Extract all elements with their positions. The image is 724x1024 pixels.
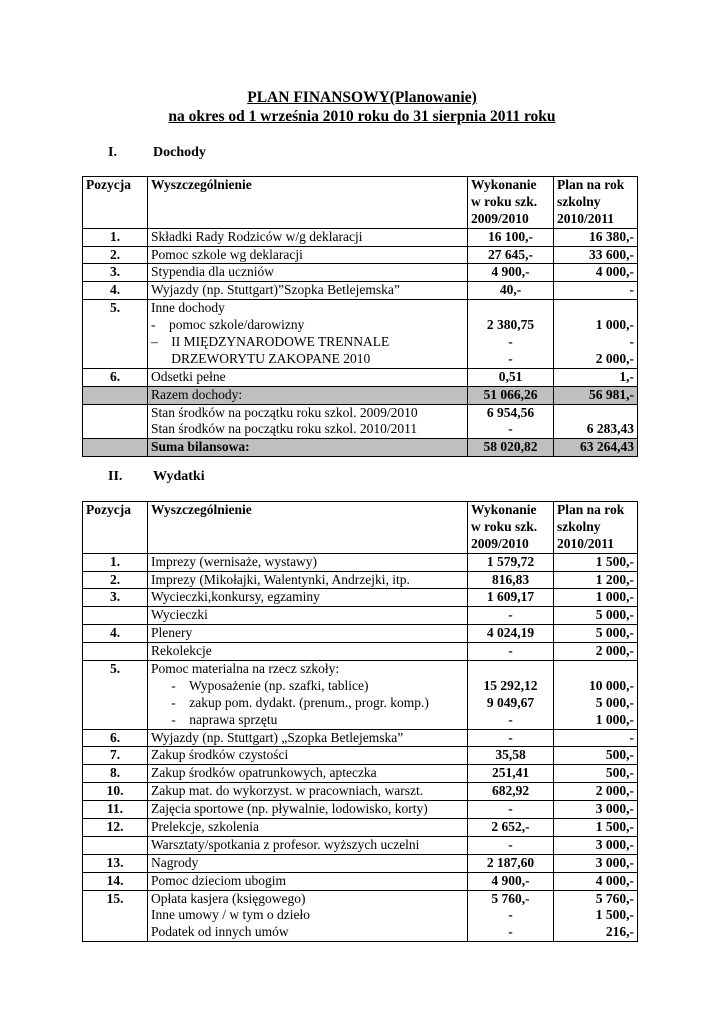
header-plan-line: 2010/2011 [557, 535, 615, 551]
row-wykonanie-line: 1 609,17 [486, 589, 535, 605]
row-description-line: Plenery [151, 625, 193, 641]
row-description-line: Pomoc szkole wg deklaracji [151, 246, 303, 262]
row-position-line: 1. [109, 228, 121, 244]
section-label: Dochody [153, 145, 206, 160]
table-row [83, 729, 638, 747]
row-description-line: Stypendia dla uczniów [151, 264, 274, 280]
row-plan-line: 1,- [619, 368, 634, 384]
row-description [148, 747, 468, 765]
header-plan-line: szkolny [557, 518, 601, 534]
row-description [148, 607, 468, 625]
row-position-line [86, 837, 144, 854]
opening-balance-plan-line: 6 283,43 [586, 421, 634, 437]
row-plan [554, 890, 638, 942]
header-wykonanie-line: 2009/2010 [471, 210, 529, 226]
row-description [148, 854, 468, 872]
row-position-line: 5. [109, 661, 121, 677]
row-wykonanie-line: - [508, 334, 513, 350]
row-wykonanie [468, 747, 554, 765]
header-wyszczegolnienie-line: Wyszczególnienie [151, 502, 252, 517]
row-position-line: 13. [106, 854, 124, 870]
row-plan [554, 836, 638, 854]
row-plan-line: 1 500,- [595, 819, 634, 835]
row-plan-line: 2 000,- [595, 350, 634, 366]
row-wykonanie [468, 783, 554, 801]
row-plan-line: 2 000,- [595, 783, 634, 799]
header-wyszczegolnienie [148, 502, 468, 554]
row-wykonanie [468, 589, 554, 607]
opening-balance-plan-line [557, 405, 634, 422]
header-pozycja [83, 502, 148, 554]
row-wykonanie [468, 228, 554, 246]
table-row [83, 819, 638, 837]
table-row [83, 661, 638, 730]
row-description [148, 890, 468, 942]
income-total-row [83, 386, 638, 404]
row-position-line: 3. [109, 264, 121, 280]
section-income-heading [108, 144, 206, 161]
header-wykonanie-line: w roku szk. [471, 193, 538, 209]
row-position-line: 4. [109, 625, 121, 641]
row-description-line: Odsetki pełne [151, 368, 226, 384]
row-wykonanie-line: - [508, 729, 513, 745]
row-wykonanie-line: 4 900,- [491, 872, 530, 888]
opening-balance-description [148, 404, 468, 439]
row-position [83, 819, 148, 837]
opening-balance-plan [554, 404, 638, 439]
row-description-line: DRZEWORYTU ZAKOPANE 2010 [151, 350, 371, 366]
row-wykonanie [468, 801, 554, 819]
table-row [83, 589, 638, 607]
row-wykonanie-line: 4 024,19 [486, 625, 535, 641]
row-plan [554, 607, 638, 625]
row-wykonanie [468, 368, 554, 386]
row-plan-line: 500,- [605, 765, 634, 781]
table-row [83, 872, 638, 890]
row-plan [554, 765, 638, 783]
row-description [148, 872, 468, 890]
opening-balance-description-line: Stan środków na początku roku szkol. 2009/2010 [151, 404, 418, 420]
row-wykonanie-line: 40,- [499, 282, 522, 298]
row-wykonanie-line: 2 187,60 [486, 854, 535, 870]
table-row [83, 836, 638, 854]
table-row [83, 571, 638, 589]
row-plan-line: - [629, 729, 634, 745]
table-row [83, 801, 638, 819]
income-total-row-label [148, 386, 468, 404]
table-row [83, 643, 638, 661]
row-position-line: 11. [106, 801, 124, 817]
row-plan-line: 2 000,- [595, 643, 634, 659]
table-row [83, 553, 638, 571]
opening-balance-description-line: Stan środków na początku roku szkol. 2010/2011 [151, 421, 418, 437]
row-plan-line: 500,- [605, 747, 634, 763]
header-wykonanie [468, 502, 554, 554]
row-position-line: 8. [109, 765, 121, 781]
row-plan-line: 5 760,- [595, 890, 634, 906]
row-description-line: Wycieczki,konkursy, egzaminy [151, 589, 320, 605]
row-position-line: 2. [109, 571, 121, 587]
opening-balance-row [83, 404, 638, 439]
row-wykonanie [468, 819, 554, 837]
row-description [148, 571, 468, 589]
row-wykonanie-line: 9 049,67 [486, 694, 535, 710]
row-plan [554, 819, 638, 837]
row-plan [554, 729, 638, 747]
header-plan [554, 502, 638, 554]
row-wykonanie-line: 15 292,12 [483, 677, 538, 693]
row-wykonanie [468, 282, 554, 300]
header-plan [554, 177, 638, 229]
row-description-line: Zakup mat. do wykorzyst. w pracowniach, warszt. [151, 783, 424, 799]
row-plan [554, 747, 638, 765]
row-plan-line: 4 000,- [595, 872, 634, 888]
row-position [83, 643, 148, 661]
header-pozycja [83, 177, 148, 229]
table-header-row [83, 177, 638, 229]
row-position-line [86, 643, 144, 660]
row-position [83, 368, 148, 386]
header-wykonanie-line: 2009/2010 [471, 535, 529, 551]
income-total-row-label-line: Razem dochody: [151, 386, 243, 402]
row-wykonanie-line: 1 579,72 [486, 553, 535, 569]
row-description [148, 836, 468, 854]
row-wykonanie-line: 5 760,- [491, 890, 530, 906]
row-description-line: Zajęcia sportowe (np. pływalnie, lodowisko, korty) [151, 801, 428, 817]
row-plan-line: 1 500,- [595, 553, 634, 569]
row-wykonanie-line: - [508, 907, 513, 923]
opening-balance-empty-cell [83, 404, 148, 439]
header-plan-line: Plan na rok [557, 502, 625, 517]
row-position [83, 625, 148, 643]
row-wykonanie-line: - [508, 924, 513, 940]
row-description-line: Składki Rady Rodziców w/g deklaracji [151, 228, 363, 244]
row-wykonanie-line: 2 380,75 [486, 317, 535, 333]
header-pozycja-line: Pozycja [86, 177, 131, 192]
row-wykonanie [468, 854, 554, 872]
row-position [83, 264, 148, 282]
table-row [83, 747, 638, 765]
row-position [83, 246, 148, 264]
table-row [83, 246, 638, 264]
row-position-line: 6. [109, 729, 121, 745]
row-plan [554, 368, 638, 386]
row-plan [554, 571, 638, 589]
row-description-line: Wyjazdy (np. Stuttgart)”Szopka Betlejemska” [151, 282, 400, 298]
table-row [83, 890, 638, 942]
row-description-line: Opłata kasjera (księgowego) [151, 890, 306, 906]
balance-sum-row-plan-line: 63 264,43 [580, 439, 634, 455]
row-wykonanie [468, 571, 554, 589]
row-position-line: 4. [109, 282, 121, 298]
row-wykonanie-line [471, 300, 550, 317]
balance-sum-row-wykonanie-line: 58 020,82 [483, 439, 538, 455]
row-plan [554, 661, 638, 730]
row-description-line: Pomoc dzieciom ubogim [151, 872, 286, 888]
row-description [148, 625, 468, 643]
balance-sum-row-label [148, 439, 468, 457]
table-row [83, 625, 638, 643]
row-position [83, 661, 148, 730]
row-wykonanie-line: 2 652,- [491, 819, 530, 835]
row-plan-line [557, 661, 634, 678]
row-description [148, 246, 468, 264]
row-description-line: Wycieczki [151, 607, 208, 623]
row-plan-line: 3 000,- [595, 836, 634, 852]
row-description-line: Pomoc materialna na rzecz szkoły: [151, 661, 340, 677]
section-number: I. [108, 145, 117, 160]
row-plan-line: 16 380,- [589, 228, 634, 244]
table-row [83, 368, 638, 386]
row-plan [554, 264, 638, 282]
row-position-line: 7. [109, 747, 121, 763]
row-plan-line: 1 500,- [595, 907, 634, 923]
income-total-row-plan-line: 56 981,- [589, 386, 634, 402]
row-wykonanie-line: - [508, 643, 513, 659]
row-position-line: 1. [109, 553, 121, 569]
row-description-line: Imprezy (Mikołajki, Walentynki, Andrzejki, itp. [151, 571, 410, 587]
row-description-line: - pomoc szkole/darowizny [151, 317, 305, 333]
header-plan-line: Plan na rok [557, 177, 625, 192]
row-wykonanie [468, 264, 554, 282]
row-wykonanie-line: 816,83 [491, 571, 530, 587]
row-description [148, 589, 468, 607]
row-wykonanie [468, 765, 554, 783]
row-description-line: Podatek od innych umów [151, 924, 289, 940]
row-wykonanie [468, 890, 554, 942]
row-wykonanie-line: - [508, 801, 513, 817]
row-description-line: Inne dochody [151, 300, 225, 316]
row-wykonanie-line [471, 661, 550, 678]
row-wykonanie-line: 16 100,- [488, 228, 533, 244]
row-plan-line: 5 000,- [595, 694, 634, 710]
row-description [148, 661, 468, 730]
row-description [148, 783, 468, 801]
section-expenses-heading [108, 468, 205, 485]
balance-sum-row-plan [554, 439, 638, 457]
row-wykonanie-line: 251,41 [491, 765, 530, 781]
row-plan [554, 643, 638, 661]
row-wykonanie [468, 661, 554, 730]
income-total-row-empty-cell [83, 386, 148, 404]
row-position [83, 747, 148, 765]
header-plan-line: szkolny [557, 193, 601, 209]
row-description [148, 228, 468, 246]
row-plan [554, 854, 638, 872]
row-position [83, 553, 148, 571]
row-wykonanie [468, 246, 554, 264]
row-position [83, 890, 148, 942]
row-description-line: Nagrody [151, 854, 199, 870]
row-description-line: - zakup pom. dydakt. (prenum., progr. komp.) [151, 694, 429, 710]
row-position-line: 3. [109, 589, 121, 605]
header-wykonanie [468, 177, 554, 229]
section-label: Wydatki [153, 469, 205, 484]
row-wykonanie [468, 553, 554, 571]
document-subtitle: na okres od 1 września 2010 roku do 31 sierpnia 2011 roku [168, 108, 556, 125]
header-wykonanie-line: w roku szk. [471, 518, 538, 534]
row-description [148, 368, 468, 386]
header-wykonanie-line: Wykonanie [471, 502, 537, 517]
row-wykonanie [468, 625, 554, 643]
row-description [148, 300, 468, 369]
table-row [83, 607, 638, 625]
row-position [83, 282, 148, 300]
row-position [83, 836, 148, 854]
header-plan-line: 2010/2011 [557, 210, 615, 226]
row-plan [554, 282, 638, 300]
table-row [83, 854, 638, 872]
table-header-row [83, 502, 638, 554]
row-plan [554, 553, 638, 571]
row-plan-line: 5 000,- [595, 625, 634, 641]
row-description-line: Warsztaty/spotkania z profesor. wyższych uczelni [151, 836, 420, 852]
table-row [83, 765, 638, 783]
income-table [82, 176, 638, 457]
row-position-line: 6. [109, 368, 121, 384]
section-number: II. [108, 469, 123, 484]
row-position-line: 10. [106, 783, 124, 799]
row-description-line: - Wyposażenie (np. szafki, tablice) [151, 677, 369, 693]
header-pozycja-line: Pozycja [86, 502, 131, 517]
row-plan [554, 783, 638, 801]
row-position [83, 300, 148, 369]
row-plan-line: 33 600,- [589, 246, 634, 262]
row-position [83, 854, 148, 872]
row-position [83, 729, 148, 747]
row-plan-line: - [629, 334, 634, 350]
row-wykonanie-line: 4 900,- [491, 264, 530, 280]
row-wykonanie [468, 643, 554, 661]
row-description-line: - naprawa sprzętu [151, 711, 278, 727]
header-wyszczegolnienie-line: Wyszczególnienie [151, 177, 252, 192]
row-description [148, 264, 468, 282]
row-plan-line: 1 000,- [595, 711, 634, 727]
row-plan-line: 5 000,- [595, 607, 634, 623]
row-plan [554, 872, 638, 890]
row-plan [554, 246, 638, 264]
row-position [83, 765, 148, 783]
table-row [83, 228, 638, 246]
row-position-line: 5. [109, 300, 121, 316]
row-wykonanie-line: - [508, 350, 513, 366]
row-position-line: 14. [106, 872, 124, 888]
row-position [83, 801, 148, 819]
row-description [148, 801, 468, 819]
row-plan-line: 4 000,- [595, 264, 634, 280]
income-total-row-wykonanie [468, 386, 554, 404]
opening-balance-wykonanie-line: - [508, 421, 513, 437]
row-plan-line: 1 000,- [595, 317, 634, 333]
row-description-line: Inne umowy / w tym o dzieło [151, 907, 310, 923]
row-description-line: Rekolekcje [151, 643, 212, 659]
row-position [83, 571, 148, 589]
row-description [148, 643, 468, 661]
row-plan-line: 10 000,- [589, 677, 634, 693]
table-row [83, 282, 638, 300]
row-plan-line: - [629, 282, 634, 298]
row-wykonanie [468, 872, 554, 890]
row-plan [554, 228, 638, 246]
row-description [148, 282, 468, 300]
balance-sum-row-wykonanie [468, 439, 554, 457]
balance-sum-row-empty-cell [83, 439, 148, 457]
balance-sum-row [83, 439, 638, 457]
row-wykonanie [468, 729, 554, 747]
row-wykonanie-line: - [508, 836, 513, 852]
row-description-line: Prelekcje, szkolenia [151, 819, 259, 835]
row-wykonanie-line: - [508, 607, 513, 623]
row-plan-line: 1 200,- [595, 571, 634, 587]
row-plan [554, 801, 638, 819]
header-wyszczegolnienie [148, 177, 468, 229]
row-position-line: 12. [106, 819, 124, 835]
row-plan [554, 589, 638, 607]
row-description-line: Imprezy (wernisaże, wystawy) [151, 553, 318, 569]
row-plan-line: 216,- [605, 924, 634, 940]
row-description [148, 819, 468, 837]
balance-sum-row-label-line: Suma bilansowa: [151, 439, 250, 455]
document-title: PLAN FINANSOWY(Planowanie) [247, 89, 477, 106]
row-plan [554, 625, 638, 643]
row-description-line: Wyjazdy (np. Stuttgart) „Szopka Betlejemska” [151, 729, 404, 745]
row-plan [554, 300, 638, 369]
row-description [148, 729, 468, 747]
row-position [83, 783, 148, 801]
row-wykonanie-line: 0,51 [498, 368, 523, 384]
row-description [148, 765, 468, 783]
row-plan-line: 3 000,- [595, 801, 634, 817]
row-wykonanie [468, 836, 554, 854]
row-position [83, 228, 148, 246]
opening-balance-wykonanie [468, 404, 554, 439]
row-wykonanie [468, 607, 554, 625]
table-row [83, 300, 638, 369]
row-wykonanie-line: - [508, 711, 513, 727]
row-plan-line [557, 300, 634, 317]
row-position-line: 2. [109, 246, 121, 262]
row-position [83, 872, 148, 890]
row-position-line: 15. [106, 890, 124, 906]
income-total-row-plan [554, 386, 638, 404]
row-wykonanie-line: 682,92 [491, 783, 530, 799]
row-wykonanie [468, 300, 554, 369]
row-wykonanie-line: 27 645,- [488, 246, 533, 262]
expenses-table [82, 501, 638, 942]
row-position [83, 607, 148, 625]
row-description-line: Zakup środków czystości [151, 747, 289, 763]
row-description-line: Zakup środków opatrunkowych, apteczka [151, 765, 377, 781]
opening-balance-wykonanie-line: 6 954,56 [486, 404, 535, 420]
income-total-row-wykonanie-line: 51 066,26 [483, 386, 538, 402]
row-position-line [86, 607, 144, 624]
table-row [83, 264, 638, 282]
row-wykonanie-line: 35,58 [495, 747, 526, 763]
row-description-line: – II MIĘDZYNARODOWE TRENNALE [151, 334, 390, 350]
row-plan-line: 3 000,- [595, 854, 634, 870]
row-plan-line: 1 000,- [595, 589, 634, 605]
table-row [83, 783, 638, 801]
row-description [148, 553, 468, 571]
row-position [83, 589, 148, 607]
header-wykonanie-line: Wykonanie [471, 177, 537, 192]
